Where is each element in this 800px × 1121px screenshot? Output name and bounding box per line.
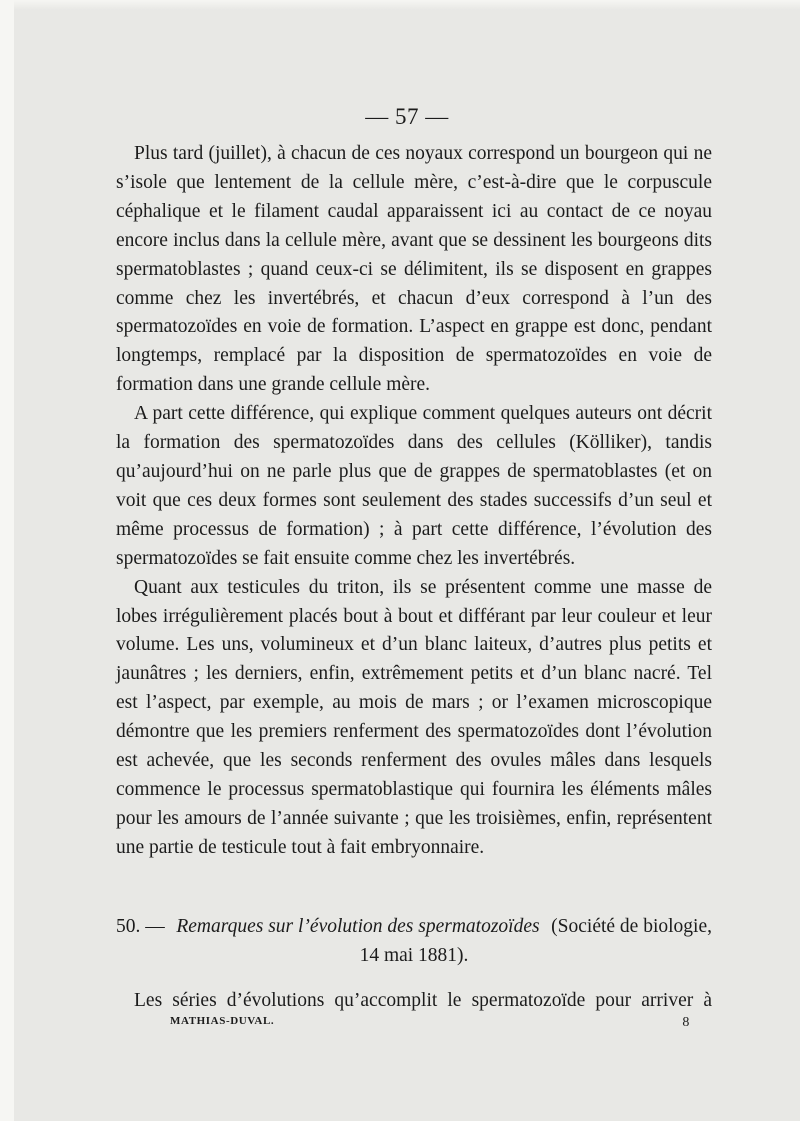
paragraph-3: Quant aux testicules du triton, ils se présentent comme une masse de lobes irrégulièrement placés bout à bout et différant par leur couleur et leur volume. Les uns, volumineux et d’un blanc laiteux, d’autres plus petits et jaunâtres ; les derniers, enfin, extrêmement petits et d’un blanc nacré. Tel est l’aspect, par exemple, au mois de mars ; or l’examen microscopique démontre que les premiers renferment des spermatozoïdes dont l’évolution est achevée, que les seconds renferment des ovules mâles dans lesquels commence le processus spermatoblastique qui fournira les éléments mâles pour les amours de l’année suivante ; que les troisièmes, enfin, représentent une partie de testicule tout à fait embryonnaire. xyxy=(116,576,712,858)
entry-title: Remarques sur l’évolution des spermatozoïdes xyxy=(176,916,540,937)
entry-line-1 xyxy=(116,912,712,941)
bibliographic-entry xyxy=(116,912,712,970)
page-edge xyxy=(14,0,800,10)
body-text xyxy=(116,140,712,863)
entry-number: 50. — xyxy=(116,916,165,937)
book-page xyxy=(14,0,800,1121)
entry-source: (Société de biologie, xyxy=(551,916,712,937)
signature-mark: 8 xyxy=(682,1015,690,1030)
footer-author: MATHIAS-DUVAL. xyxy=(170,1015,275,1027)
entry-date: 14 mai 1881). xyxy=(359,945,469,966)
page-number: — 57 — xyxy=(365,104,449,129)
closing-line: Les séries d’évolutions qu’accomplit le spermatozoïde pour arriver à xyxy=(134,990,712,1011)
paragraph-1: Plus tard (juillet), à chacun de ces noyaux correspond un bourgeon qui ne s’isole que lentement de la cellule mère, c’est-à-dire que le corpuscule céphalique et le filament caudal apparaissent ici au contact de ce noyau encore inclus dans la cellule mère, avant que se dessinent les bourgeons dits spermatoblastes ; quand ceux-ci se délimitent, ils se disposent en grappes comme chez les invertébrés, et chacun d’eux correspond à l’un des spermatozoïdes en voie de formation. L’aspect en grappe est donc, pendant longtemps, remplacé par la disposition de spermatozoïdes en voie de formation dans une grande cellule mère. xyxy=(116,143,712,396)
page-footer xyxy=(170,1015,690,1031)
paragraph-2: A part cette différence, qui explique comment quelques auteurs ont décrit la formation des spermatozoïdes dans des cellules (Kölliker), tandis qu’aujourd’hui on ne parle plus que de grappes de spermatoblastes (et on voit que ces deux formes sont seulement des stades successifs d’un seul et même processus de formation) ; à part cette différence, l’évolution des spermatozoïdes se fait ensuite comme chez les invertébrés. xyxy=(116,403,712,569)
